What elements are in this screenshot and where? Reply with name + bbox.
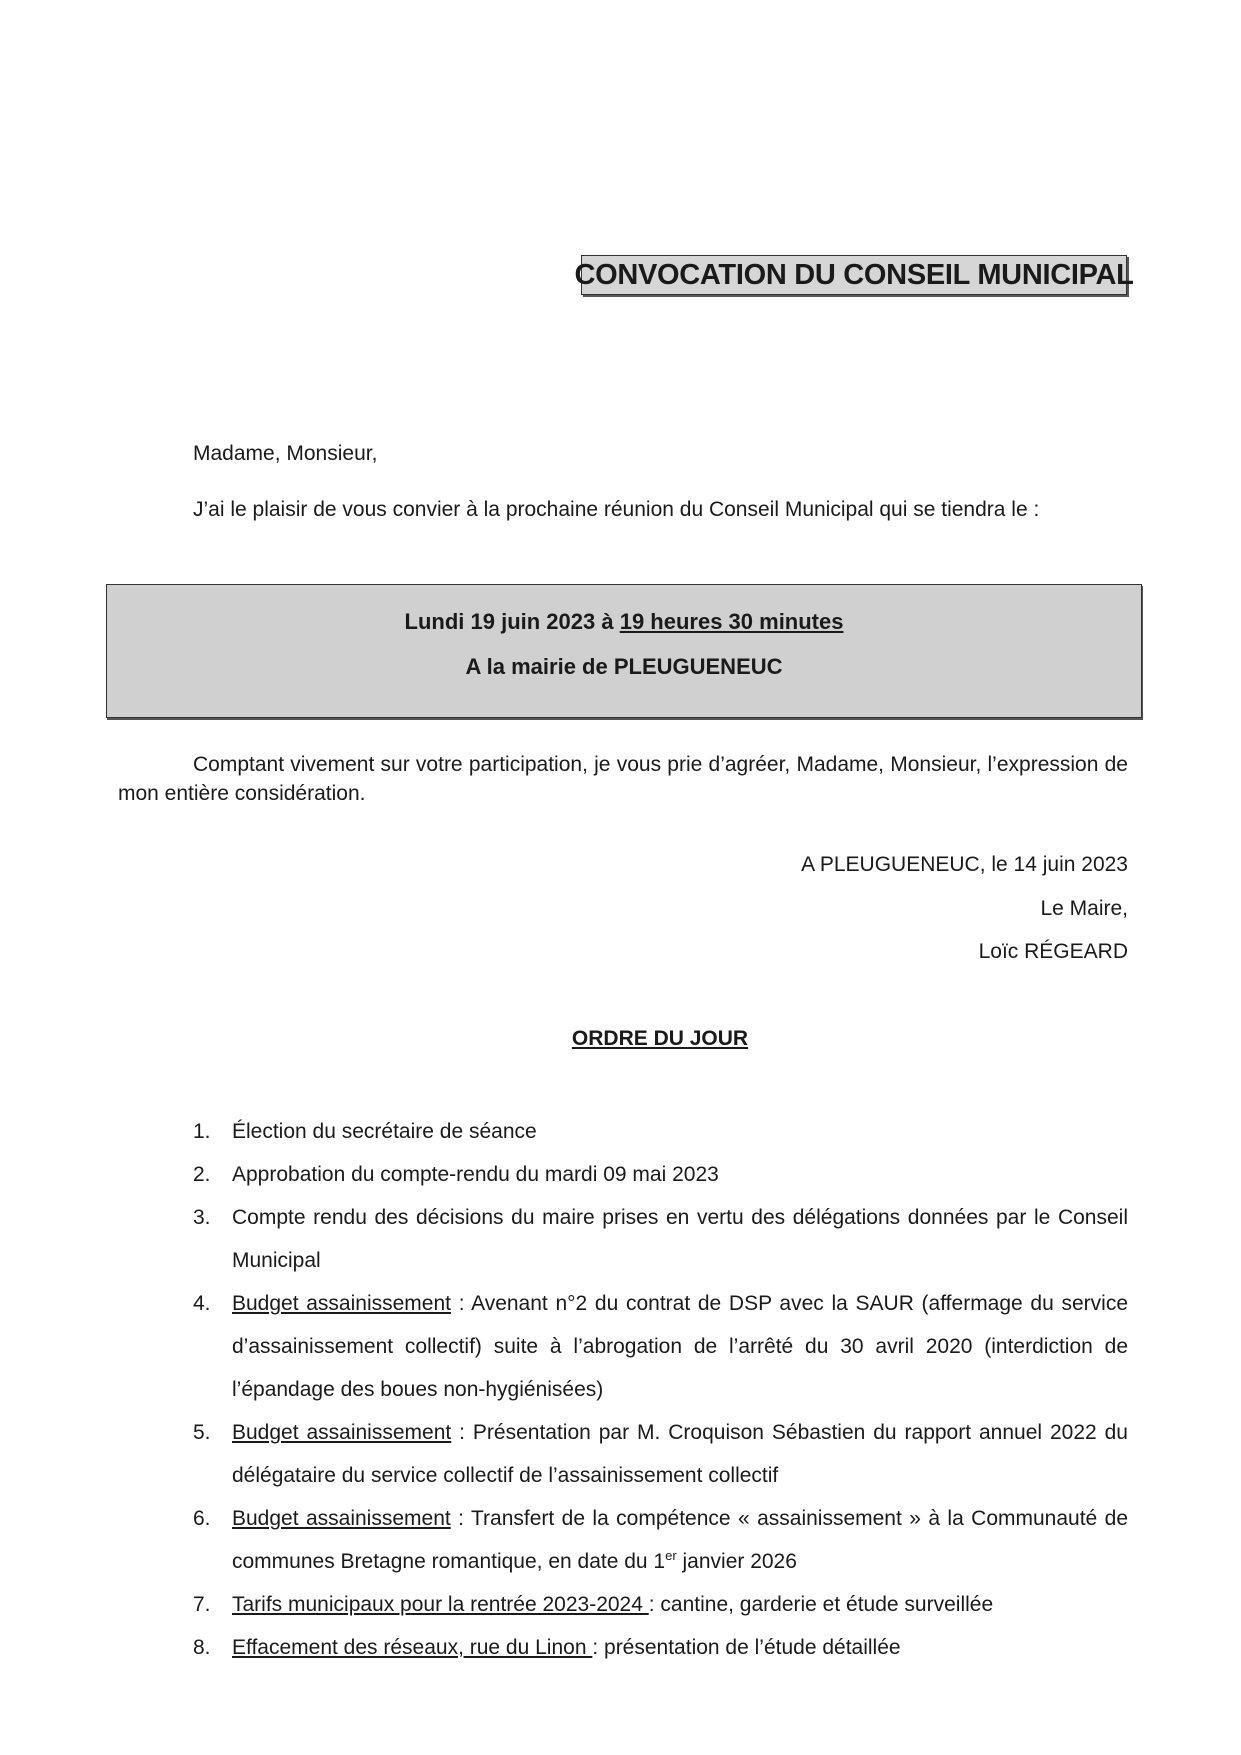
agenda-item-label: Budget assainissement bbox=[232, 1292, 451, 1315]
agenda-item bbox=[193, 1153, 1128, 1196]
agenda-item-label: Tarifs municipaux pour la rentrée 2023-2024 bbox=[232, 1593, 649, 1616]
intro-paragraph: J’ai le plaisir de vous convier à la prochaine réunion du Conseil Municipal qui se tiendra le : bbox=[193, 498, 1040, 521]
agenda-item-text: Élection du secrétaire de séance bbox=[232, 1120, 537, 1143]
agenda-item bbox=[193, 1196, 1128, 1282]
meeting-info-box bbox=[106, 584, 1142, 718]
agenda-item bbox=[193, 1110, 1128, 1153]
agenda-item-number: 2. bbox=[193, 1163, 211, 1186]
agenda-item-text: : présentation de l’étude détaillée bbox=[592, 1636, 901, 1659]
signature-place-date: A PLEUGUENEUC, le 14 juin 2023 bbox=[801, 853, 1128, 876]
agenda-item-text: Compte rendu des décisions du maire prises en vertu des délégations données par le Conseil Municipal bbox=[232, 1206, 1128, 1272]
signature-role: Le Maire, bbox=[1040, 897, 1128, 920]
agenda-item-number: 4. bbox=[193, 1292, 211, 1315]
agenda-title: ORDRE DU JOUR bbox=[571, 1027, 749, 1050]
agenda-item-label: Budget assainissement bbox=[232, 1421, 452, 1444]
agenda-item-number: 3. bbox=[193, 1206, 211, 1229]
meeting-location: A la mairie de PLEUGUENEUC bbox=[465, 654, 783, 679]
agenda-item bbox=[193, 1497, 1128, 1583]
meeting-time: 19 heures 30 minutes bbox=[619, 609, 844, 634]
agenda-item bbox=[193, 1583, 1128, 1626]
agenda-item-text-after: janvier 2026 bbox=[676, 1550, 797, 1573]
agenda-item-text: : Présentation par M. Croquison Sébastien du rapport annuel 2022 du délégataire du service collectif de l’assainissement collectif bbox=[232, 1421, 1128, 1487]
agenda-item-number: 6. bbox=[193, 1507, 211, 1530]
closing-paragraph: Comptant vivement sur votre participation, je vous prie d’agréer, Madame, Monsieur, l’expression de mon entière considération. bbox=[118, 753, 1128, 805]
meeting-datetime bbox=[107, 607, 1141, 637]
agenda-item-text: : Avenant n°2 du contrat de DSP avec la SAUR (affermage du service d’assainissement collectif) suite à l’abrogation de l’arrêté du 30 avril 2020 (interdiction de l’épandage des boues non-hygiénisées) bbox=[232, 1292, 1128, 1401]
meeting-date: Lundi 19 juin 2023 à bbox=[404, 609, 620, 634]
agenda-item bbox=[193, 1282, 1128, 1411]
signature-name: Loïc RÉGEARD bbox=[978, 940, 1128, 963]
agenda-item-number: 1. bbox=[193, 1120, 211, 1143]
document-title: CONVOCATION DU CONSEIL MUNICIPAL bbox=[581, 255, 1127, 295]
agenda-item-number: 5. bbox=[193, 1421, 211, 1444]
agenda-item-text: : cantine, garderie et étude surveillée bbox=[648, 1593, 994, 1616]
agenda-item-number: 8. bbox=[193, 1636, 211, 1659]
agenda-item-number: 7. bbox=[193, 1593, 211, 1616]
agenda-item-superscript: er bbox=[665, 1548, 677, 1563]
agenda-list bbox=[193, 1110, 1128, 1669]
agenda-item-text: Approbation du compte-rendu du mardi 09 mai 2023 bbox=[232, 1163, 719, 1186]
salutation: Madame, Monsieur, bbox=[193, 442, 378, 465]
agenda-item-label: Budget assainissement bbox=[232, 1507, 451, 1530]
agenda-item bbox=[193, 1411, 1128, 1497]
agenda-item bbox=[193, 1626, 1128, 1669]
agenda-item-label: Effacement des réseaux, rue du Linon bbox=[232, 1636, 593, 1659]
agenda-item-text: : Transfert de la compétence « assainissement » à la Communauté de communes Bretagne romantique, en date du 1 bbox=[232, 1507, 1128, 1573]
